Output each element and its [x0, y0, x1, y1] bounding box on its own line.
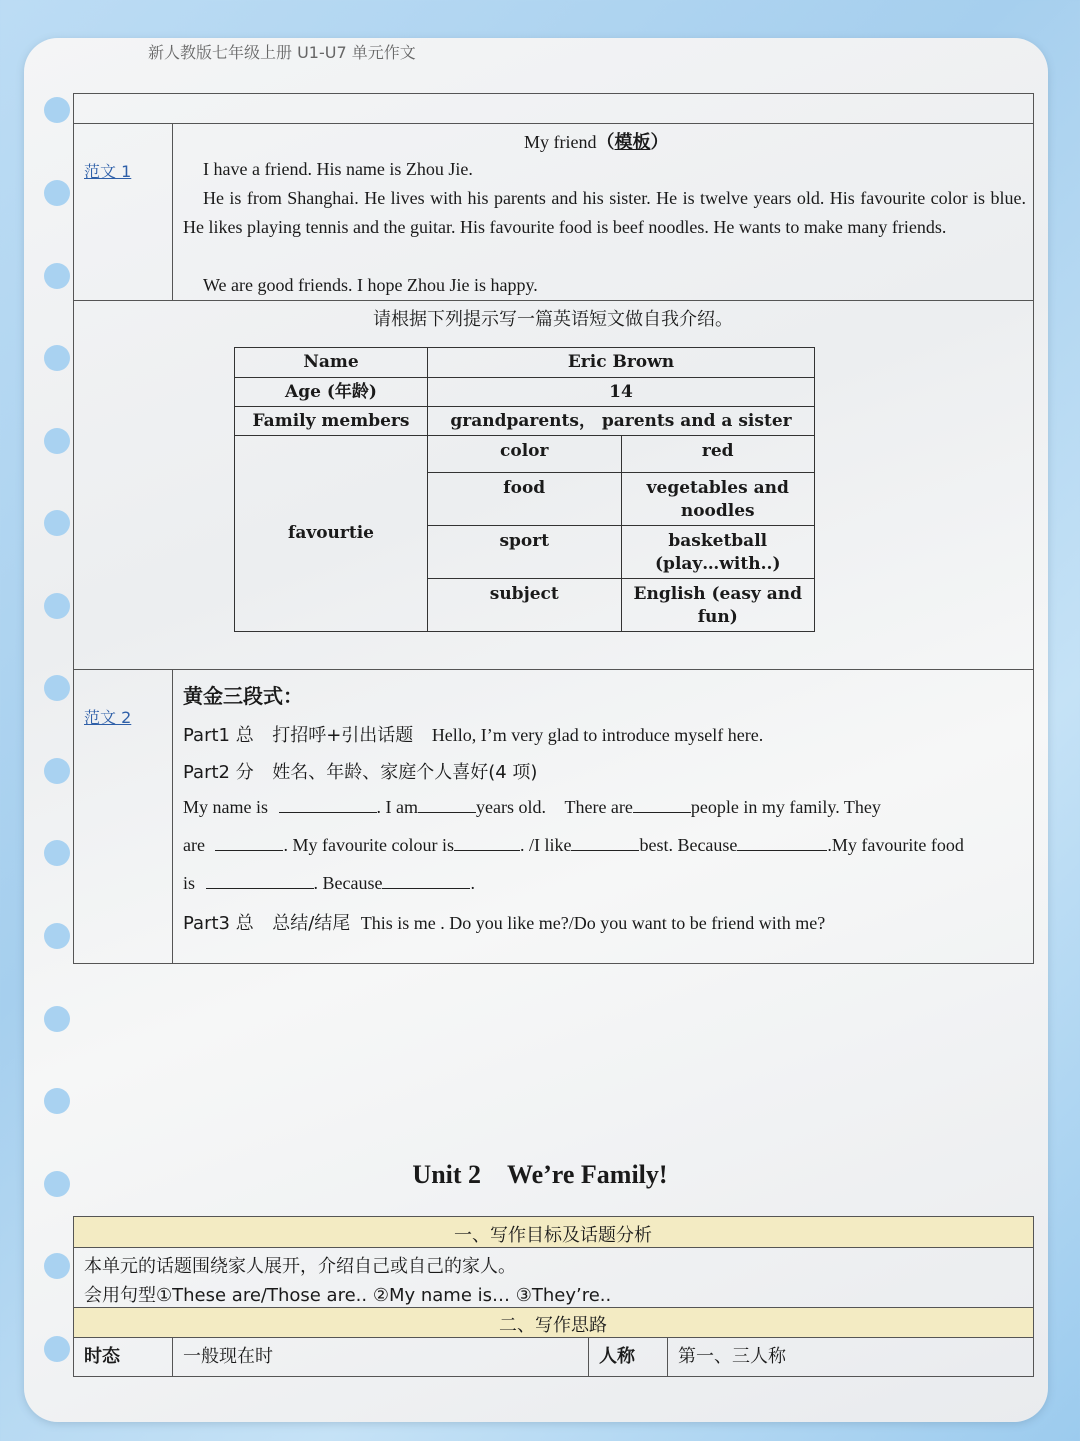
sample1-paragraph-1: I have a friend. His name is Zhou Jie.	[203, 159, 473, 179]
fill-line-1	[183, 796, 881, 818]
blank-food[interactable]	[206, 872, 314, 889]
part2-cn: 姓名、年龄、家庭个人喜好(4 项)	[272, 762, 538, 783]
fill-text: are	[183, 835, 205, 855]
fill-text: There are	[564, 797, 633, 817]
part1-row	[183, 721, 763, 747]
binder-hole	[44, 180, 70, 206]
binder-hole	[44, 1006, 70, 1032]
part1-cn: 打招呼+引出话题	[272, 725, 414, 746]
fav-key-food: food	[428, 473, 622, 526]
blank-name[interactable]	[279, 796, 377, 813]
blank-people[interactable]	[633, 796, 691, 813]
fill-line-3	[183, 872, 475, 894]
part1-label: Part1 总	[183, 725, 254, 746]
part2-label: Part2 分	[183, 762, 254, 783]
page-header-title: 新人教版七年级上册 U1-U7 单元作文	[148, 43, 416, 62]
grid-line	[172, 669, 173, 964]
sample1-paragraph-2: He is from Shanghai. He lives with his parents and his sister. He is twelve years old. His favourite color is blue. He likes playing tennis and the guitar. His favourite food is beef noodles. He wants to make many friends.	[183, 188, 1026, 237]
fill-text: . I am	[376, 797, 418, 817]
fill-text: .My favourite food	[827, 835, 964, 855]
task-instruction: 请根据下列提示写一篇英语短文做自我介绍。	[373, 309, 733, 330]
grid-line	[73, 1337, 1034, 1338]
binder-hole	[44, 1253, 70, 1279]
family-value: grandparents， parents and a sister	[428, 407, 815, 436]
grid-line	[73, 1247, 1034, 1248]
fill-text: years old.	[475, 797, 546, 817]
blank-family[interactable]	[215, 834, 283, 851]
grid-line	[73, 669, 1034, 670]
blank-age[interactable]	[418, 796, 476, 813]
binder-hole	[44, 510, 70, 536]
part3-row	[183, 909, 825, 935]
grid-line	[172, 1337, 173, 1377]
binder-hole	[44, 1336, 70, 1362]
fav-key-sport: sport	[428, 526, 622, 579]
info-table	[234, 347, 815, 632]
fill-text: . /I like	[519, 835, 572, 855]
sample2-heading: 黄金三段式：	[183, 684, 303, 708]
name-value: Eric Brown	[428, 348, 815, 378]
sample1-link[interactable]: 范文 1	[84, 162, 132, 181]
sentence-patterns-text: 会用句型①These are/Those are.. ②My name is… ③They’re..	[84, 1285, 612, 1306]
fav-value-food: vegetables and noodles	[621, 473, 815, 526]
binder-hole	[44, 593, 70, 619]
binder-hole	[44, 97, 70, 123]
sample1-paragraph-3: We are good friends. I hope Zhou Jie is happy.	[203, 275, 538, 295]
blank-because[interactable]	[737, 834, 827, 851]
binder-hole	[44, 923, 70, 949]
fill-text: best. Because	[639, 835, 738, 855]
grid-line	[588, 1337, 589, 1377]
binder-hole	[44, 840, 70, 866]
family-label: Family members	[235, 407, 428, 436]
age-label: Age (年龄)	[235, 378, 428, 407]
sample1-title-text: My friend	[524, 132, 597, 152]
fill-text: people in my family. They	[690, 797, 881, 817]
section2-title: 二、写作思路	[499, 1315, 607, 1336]
name-label: Name	[235, 348, 428, 378]
fill-line-2	[183, 834, 964, 856]
grid-line	[73, 123, 1034, 124]
age-value: 14	[428, 378, 815, 407]
binder-hole	[44, 675, 70, 701]
part3-label: Part3 总	[183, 913, 254, 934]
tense-label: 时态	[84, 1346, 120, 1367]
fav-value-color: red	[621, 436, 815, 473]
binder-hole	[44, 428, 70, 454]
sample2-link[interactable]: 范文 2	[84, 708, 132, 727]
fill-text: . My favourite colour is	[283, 835, 454, 855]
grid-line	[172, 123, 173, 300]
part3-cn: 总结/结尾	[272, 913, 351, 934]
grid-line	[667, 1337, 668, 1377]
fill-text: . Because	[313, 873, 383, 893]
unit2-title: Unit 2 We’re Family!	[412, 1160, 668, 1189]
part1-en: Hello, I’m very glad to introduce myself here.	[431, 725, 764, 745]
person-label: 人称	[599, 1346, 635, 1367]
person-value: 第一、三人称	[678, 1346, 786, 1367]
blank-colour[interactable]	[454, 834, 520, 851]
fill-text: My name is	[183, 797, 268, 817]
tense-value: 一般现在时	[183, 1346, 273, 1367]
grid-line	[73, 1307, 1034, 1308]
blank-food-reason[interactable]	[382, 872, 470, 889]
part3-en: This is me . Do you like me?/Do you want to be friend with me?	[360, 913, 826, 933]
sample1-title-tag: 模板	[614, 132, 651, 153]
binder-hole	[44, 345, 70, 371]
favourite-label: favourtie	[235, 436, 428, 632]
binder-hole	[44, 263, 70, 289]
fav-key-subject: subject	[428, 579, 622, 632]
fill-text: .	[470, 873, 475, 893]
fav-value-sport: basketball (play…with..)	[621, 526, 815, 579]
sample1-title: My friend（模板）	[524, 132, 669, 153]
binder-hole	[44, 758, 70, 784]
unit2-topic-line: 本单元的话题围绕家人展开，介绍自己或自己的家人。	[84, 1256, 516, 1277]
blank-like[interactable]	[571, 834, 639, 851]
section1-title: 一、写作目标及话题分析	[454, 1225, 652, 1246]
fill-text: is	[183, 873, 196, 893]
fav-key-color: color	[428, 436, 622, 473]
unit2-sentence-patterns	[84, 1281, 611, 1307]
part2-row	[183, 758, 537, 784]
fav-value-subject: English (easy and fun)	[621, 579, 815, 632]
binder-hole	[44, 1088, 70, 1114]
grid-line	[73, 300, 1034, 301]
